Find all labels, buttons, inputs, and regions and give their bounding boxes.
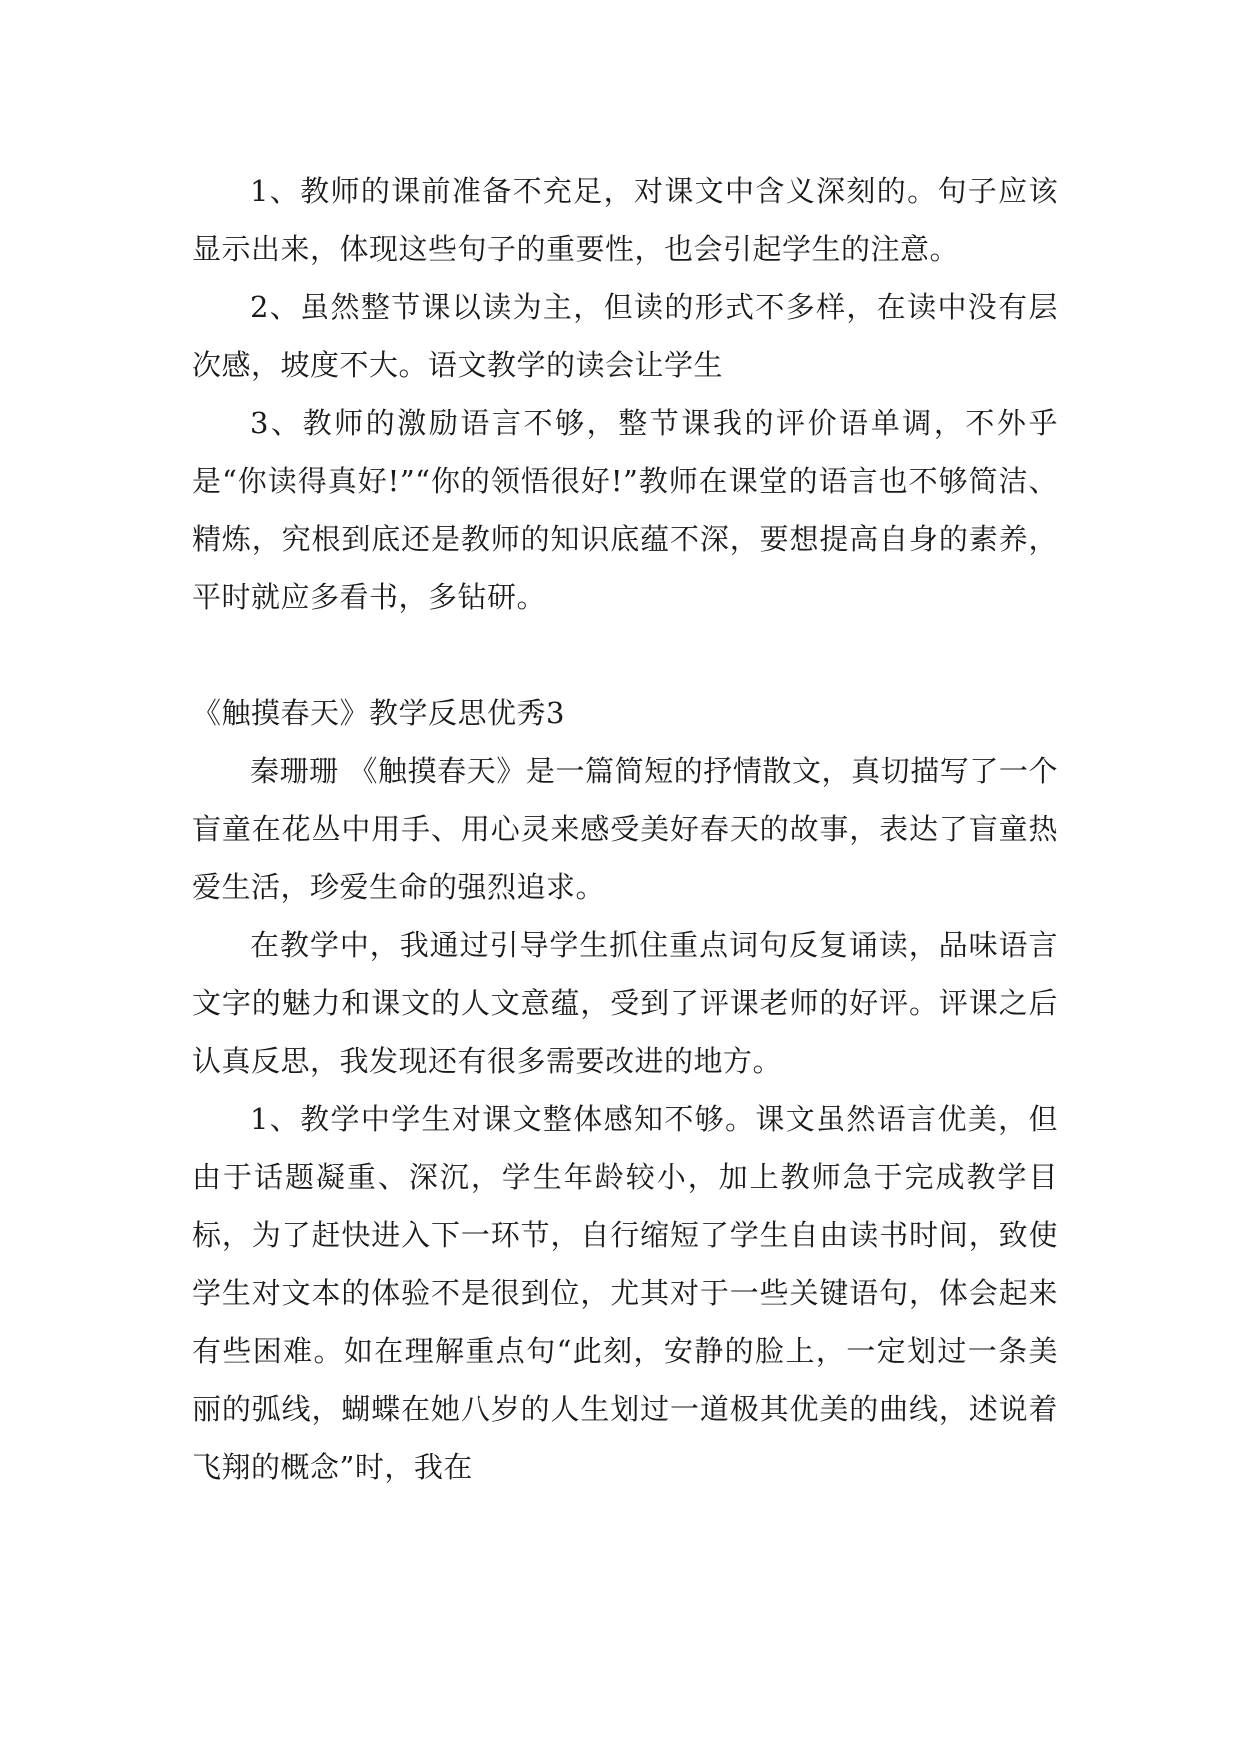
paragraph-point-1: 1、教师的课前准备不充足，对课文中含义深刻的。句子应该显示出来，体现这些句子的重要性，也会引起学生的注意。: [192, 174, 1058, 266]
paragraph-point-2: 2、虽然整节课以读为主，但读的形式不多样，在读中没有层次感，坡度不大。语文教学的读会让学生: [192, 290, 1058, 382]
paragraph-point-3: 3、教师的激励语言不够，整节课我的评价语单调，不外乎是“你读得真好!”“你的领悟很好!”教师在课堂的语言也不够简洁、精炼，究根到底还是教师的知识底蕴不深，要想提高自身的素养，平时就应多看书，多钻研。: [192, 406, 1058, 614]
document-body: [192, 162, 1058, 1496]
section-title: 《触摸春天》教学反思优秀3: [192, 696, 565, 730]
paragraph-reflection-1: 1、教学中学生对课文整体感知不够。课文虽然语言优美，但由于话题凝重、深沉，学生年龄较小，加上教师急于完成教学目标，为了赶快进入下一环节，自行缩短了学生自由读书时间，致使学生对文本的体验不是很到位，尤其对于一些关键语句，体会起来有些困难。如在理解重点句“此刻，安静的脸上，一定划过一条美丽的弧线，蝴蝶在她八岁的人生划过一道极其优美的曲线，述说着飞翔的概念”时，我在: [192, 1102, 1058, 1484]
paragraph-intro: 秦珊珊 《触摸春天》是一篇简短的抒情散文，真切描写了一个盲童在花丛中用手、用心灵来感受美好春天的故事，表达了盲童热爱生活，珍爱生命的强烈追求。: [192, 754, 1058, 904]
paragraph-teaching: 在教学中，我通过引导学生抓住重点词句反复诵读，品味语言文字的魅力和课文的人文意蕴，受到了评课老师的好评。评课之后认真反思，我发现还有很多需要改进的地方。: [192, 928, 1058, 1078]
